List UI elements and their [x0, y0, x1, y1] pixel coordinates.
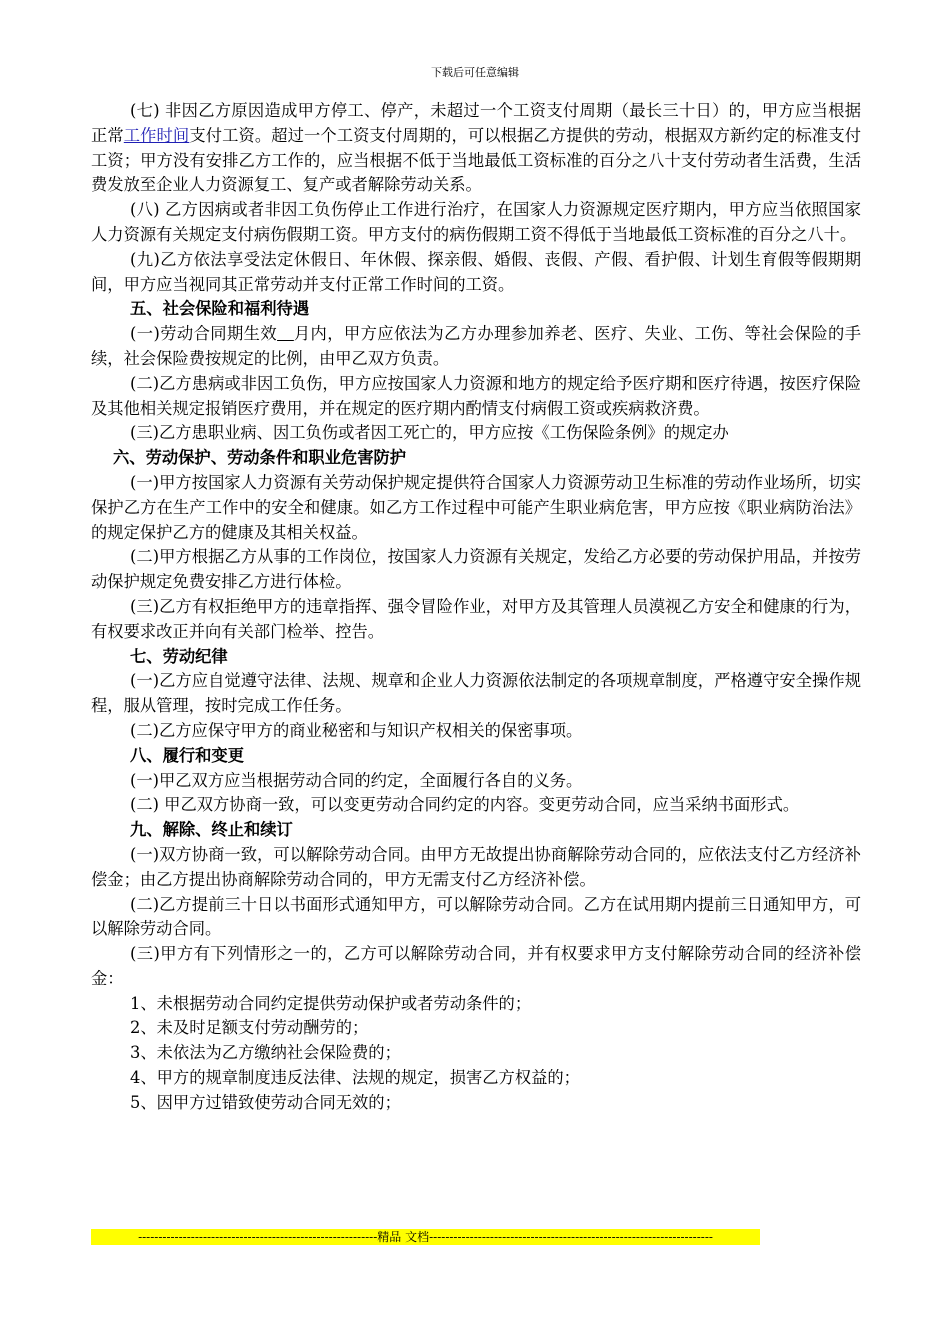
list-item-1: 1、未根据劳动合同约定提供劳动保护或者劳动条件的；: [130, 993, 532, 1013]
document-body: [91, 99, 861, 1116]
section-7-item-1: (一)乙方应自觉遵守法律、法规、规章和企业人力资源依法制定的各项规章制度，严格遵守安全操作规程，服从管理，按时完成工作任务。: [91, 671, 861, 716]
section-5-item-1: [91, 322, 861, 372]
section-heading-8: 八、履行和变更: [130, 745, 244, 765]
section-heading-6: 六、劳动保护、劳动条件和职业危害防护: [113, 448, 407, 468]
paragraph-9: (九)乙方依法享受法定休假日、年休假、探亲假、婚假、丧假、产假、看护假、计划生育假等假期期间，甲方应当视同其正常劳动并支付正常工作时间的工资。: [91, 249, 861, 294]
section-5-item-1-text-b: 月内，甲方应依法为乙方办理参加养老、医疗、失业、工伤、等社会保险的手续，社会保险费按规定的比例，由甲乙双方负责。: [91, 324, 861, 368]
section-6-item-3: (三)乙方有权拒绝甲方的违章指挥、强令冒险作业，对甲方及其管理人员漠视乙方安全和健康的行为，有权要求改正并向有关部门检举、控告。: [91, 596, 861, 641]
list-item-4: 4、甲方的规章制度违反法律、法规的规定，损害乙方权益的；: [130, 1068, 580, 1088]
section-9-item-3: (三)甲方有下列情形之一的，乙方可以解除劳动合同，并有权要求甲方支付解除劳动合同的经济补偿金：: [91, 944, 861, 988]
section-5-item-2: (二)乙方患病或非因工负伤，甲方应按国家人力资源和地方的规定给予医疗期和医疗待遇，按医疗保险及其他相关规定报销医疗费用，并在规定的医疗期内酌情支付病假工资或疾病救济费。: [91, 373, 861, 418]
section-8-item-2: (二) 甲乙双方协商一致，可以变更劳动合同约定的内容。变更劳动合同，应当采纳书面形式。: [130, 795, 800, 815]
page-header: 下载后可任意编辑: [431, 66, 519, 79]
paragraph-7-text-b: 支付工资。超过一个工资支付周期的，可以根据乙方提供的劳动，根据双方新约定的标准支付工资；甲方没有安排乙方工作的，应当根据不低于当地最低工资标准的百分之八十支付劳动者生活费，生活费发放至企业人力资源复工、复产或者解除劳动关系。: [91, 125, 861, 195]
section-9-item-1: (一)双方协商一致，可以解除劳动合同。由甲方无故提出协商解除劳动合同的，应依法支付乙方经济补偿金；由乙方提出协商解除劳动合同的，甲方无需支付乙方经济补偿。: [91, 844, 861, 889]
section-5-item-3: (三)乙方患职业病、因工负伤或者因工死亡的，甲方应按《工伤保险条例》的规定办: [130, 423, 729, 443]
section-5-item-1-text-a: (一)劳动合同期生效: [130, 324, 278, 344]
list-item-5: 5、因甲方过错致使劳动合同无效的；: [130, 1092, 401, 1112]
list-item-2: 2、未及时足额支付劳动酬劳的；: [130, 1018, 369, 1038]
section-6-item-1: (一)甲方按国家人力资源有关劳动保护规定提供符合国家人力资源劳动卫生标准的劳动作业场所，切实保护乙方在生产工作中的安全和健康。如乙方工作过程中可能产生职业病危害，甲方应按《职业病防治法》的规定保护乙方的健康及其相关权益。: [91, 472, 861, 542]
section-heading-7: 七、劳动纪律: [130, 646, 228, 666]
paragraph-7: [91, 99, 861, 198]
section-8-item-1: (一)甲乙双方应当根据劳动合同的约定，全面履行各自的义务。: [130, 770, 583, 790]
list-item-3: 3、未依法为乙方缴纳社会保险费的；: [130, 1043, 401, 1063]
section-6-item-2: (二)甲方根据乙方从事的工作岗位，按国家人力资源有关规定，发给乙方必要的劳动保护用品，并按劳动保护规定免费安排乙方进行体检。: [91, 547, 861, 592]
section-7-item-2: (二)乙方应保守甲方的商业秘密和与知识产权相关的保密事项。: [130, 720, 583, 740]
work-time-link[interactable]: 工作时间: [123, 125, 190, 145]
paragraph-7-text-a: (七) 非因乙方原因造成甲方停工、停产，未超过一个工资支付周期（最长三十日）的，甲方应当根据正常: [91, 101, 861, 145]
section-heading-5: 五、社会保险和福利待遇: [130, 299, 310, 319]
page-footer-banner: -----------------------------------------------------------精品 文档----------------------------------------------------------------------: [91, 1229, 760, 1245]
paragraph-8: (八) 乙方因病或者非因工负伤停止工作进行治疗，在国家人力资源规定医疗期内，甲方应当依照国家人力资源有关规定支付病伤假期工资。甲方支付的病伤假期工资不得低于当地最低工资标准的百分之八十。: [91, 200, 861, 244]
section-9-item-2: (二)乙方提前三十日以书面形式通知甲方，可以解除劳动合同。乙方在试用期内提前三日通知甲方，可以解除劳动合同。: [91, 894, 861, 939]
fill-in-blank: [277, 324, 294, 343]
section-heading-9: 九、解除、终止和续订: [130, 820, 293, 840]
